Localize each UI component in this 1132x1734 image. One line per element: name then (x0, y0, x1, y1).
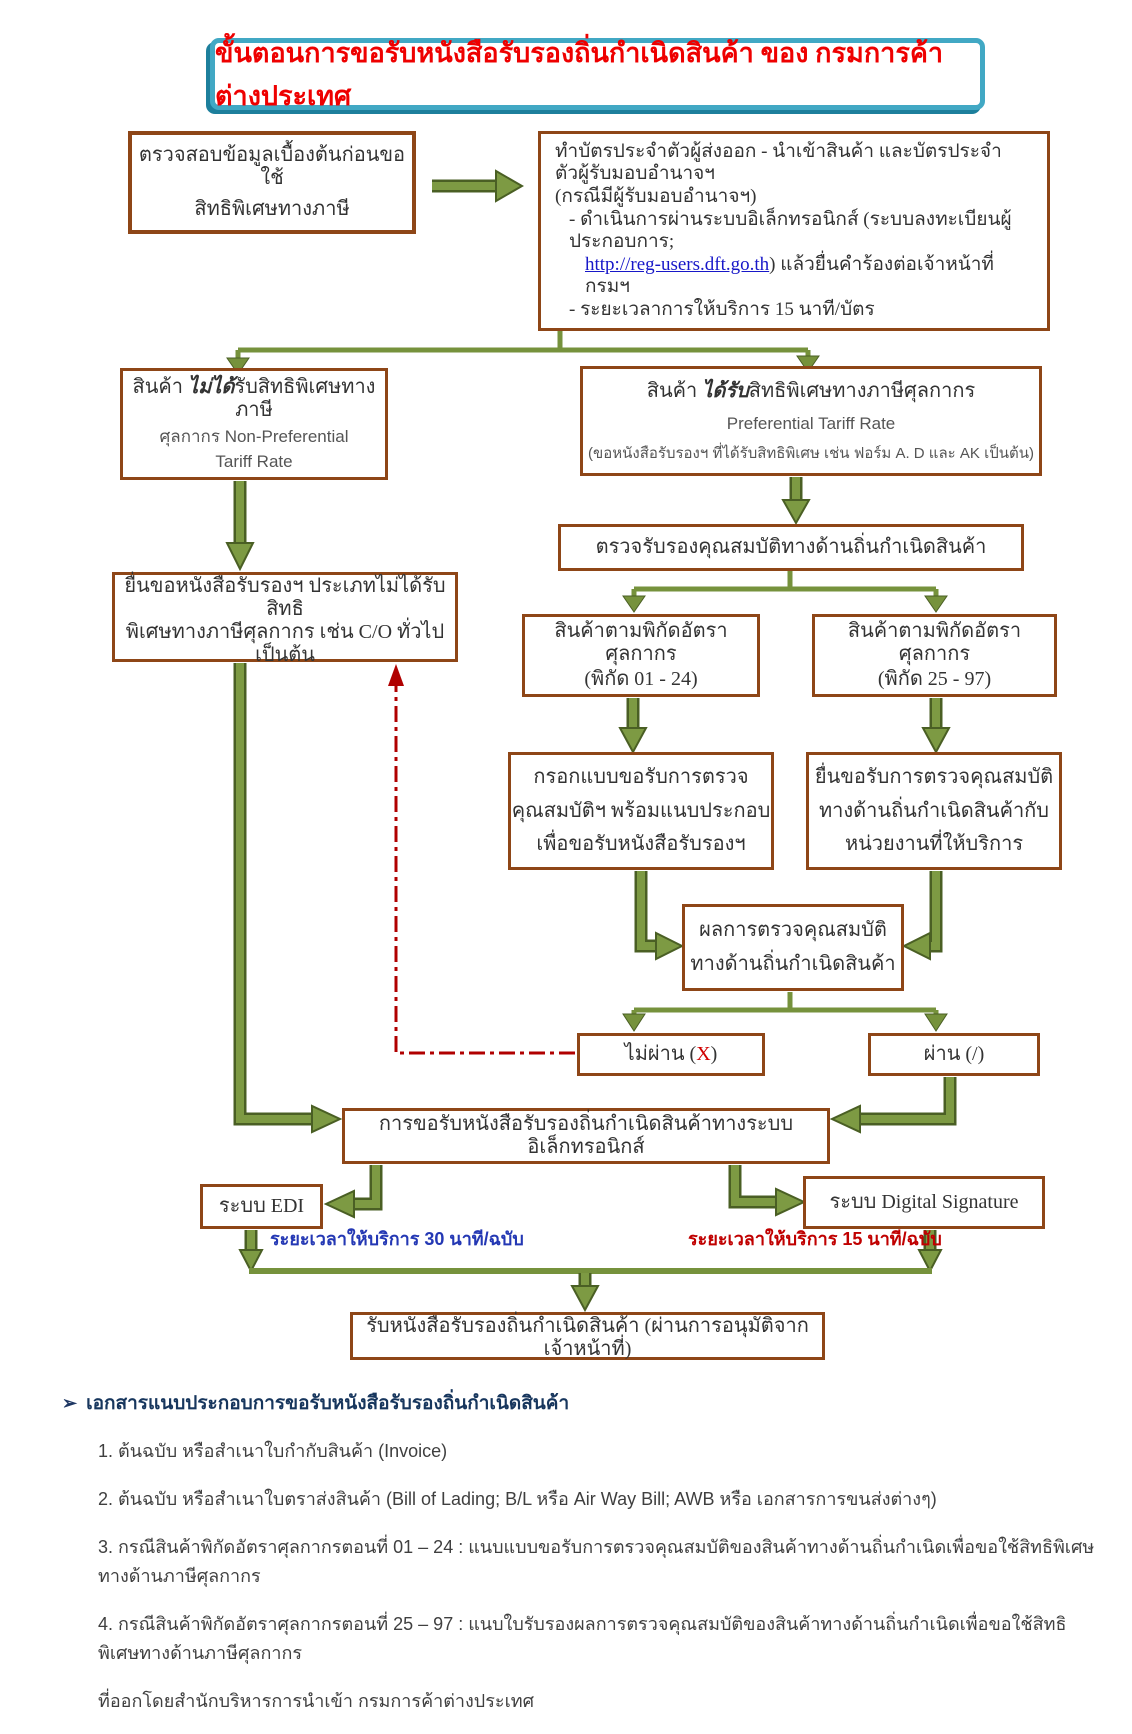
arrow-submitco-to-erequest (240, 663, 340, 1132)
fail-x-mark: X (696, 1043, 711, 1065)
box-digital-signature (803, 1176, 1045, 1229)
make-card-line4 (585, 254, 1033, 298)
arrow-tariff2597-down (923, 698, 949, 752)
fail-pre: ไม่ผ่าน ( (624, 1043, 697, 1065)
box-tariff-01-24 (522, 614, 760, 697)
attachment-item: 4. กรณีสินค้าพิกัดอัตราศุลกากรตอนที่ 25 – 97 : แนบใบรับรองผลการตรวจคุณสมบัติของสินค้าทางด้านถิ่นกำเนิดเพื่อขอใช้สิทธิพิเศษทางด้านภาษีศุลกากร (98, 1614, 1067, 1663)
fill-form-line3: เพื่อขอรับหนังสือรับรองฯ (536, 833, 746, 856)
nonpref-line1-em: ไม่ได้ (188, 376, 235, 399)
make-card-line1: ทำบัตรประจำตัวผู้ส่งออก - นำเข้าสินค้า และบัตรประจำตัวผู้รับมอบอำนาจฯ (555, 141, 1002, 185)
verify-origin-line1: ตรวจรับรองคุณสมบัติทางด้านถิ่นกำเนิดสินค้า (595, 536, 987, 558)
box-e-request (342, 1108, 830, 1164)
arrow-pass-to-erequest (832, 1077, 950, 1132)
submit-check-line2: ทางด้านถิ่นกำเนิดสินค้ากับ (819, 799, 1049, 822)
pref-line1-em: ได้รับ (702, 380, 749, 403)
box-pass (868, 1033, 1040, 1076)
submit-check-line1: ยื่นขอรับการตรวจคุณสมบัติ (814, 765, 1054, 788)
box-check-info-line1: ตรวจสอบข้อมูลเบื้องต้นก่อนขอใช้ (138, 143, 406, 189)
box-result (682, 904, 904, 991)
arrow-bullet-icon: ➢ (62, 1393, 78, 1413)
nonpref-line1-pre: สินค้า (132, 376, 189, 399)
box-fail (577, 1033, 765, 1076)
submit-co-line1: ยื่นขอหนังสือรับรองฯ ประเภทไม่ได้รับสิทธิ (124, 575, 446, 620)
pref-line1-post: สิทธิพิเศษทางภาษีศุลกากร (748, 380, 976, 403)
pref-line3: (ขอหนังสือรับรองฯ ที่ได้รับสิทธิพิเศษ เช่น ฟอร์ม A. D และ AK เป็นต้น) (588, 444, 1034, 462)
arrow-nonpref-down (227, 481, 253, 569)
fill-form-line1: กรอกแบบขอรับการตรวจ (533, 765, 749, 788)
e-request-line1: การขอรับหนังสือรับรองถิ่นกำเนิดสินค้าทางระบบอิเล็กทรอนิกส์ (378, 1113, 794, 1158)
arrow-submitcheck-to-result (904, 871, 936, 959)
nonpref-line1-post: รับสิทธิพิเศษทางภาษี (234, 376, 376, 422)
arrow-pref-down (783, 477, 809, 523)
box-verify-origin (558, 524, 1024, 571)
tariff0124-line2: (พิกัด 01 - 24) (584, 668, 698, 691)
attachment-item: 3. กรณีสินค้าพิกัดอัตราศุลกากรตอนที่ 01 – 24 : แนบแบบขอรับการตรวจคุณสมบัติของสินค้าทางด้านถิ่นกำเนิดเพื่อขอใช้สิทธิพิเศษทางด้านภาษีศุลกากร (98, 1537, 1095, 1586)
fail-post: ) (710, 1043, 718, 1065)
attachments-header: เอกสารแนบประกอบการขอรับหนังสือรับรองถิ่นกำเนิดสินค้า (86, 1393, 570, 1414)
fail-label (625, 1043, 718, 1066)
connector-verify-split (623, 571, 947, 612)
pass-label: ผ่าน (/) (923, 1043, 985, 1065)
box-non-preferential (120, 368, 388, 480)
ds-service-time: ระยะเวลาให้บริการ 15 นาที/ฉบับ (688, 1229, 942, 1249)
pref-line1-pre: สินค้า (646, 380, 703, 403)
edi-label: ระบบ EDI (218, 1195, 305, 1217)
attachments-header-row (62, 1388, 1107, 1418)
result-line2: ทางด้านถิ่นกำเนิดสินค้า (690, 953, 896, 976)
arrow-erequest-to-ds (735, 1165, 804, 1215)
nonpref-line3: Tariff Rate (215, 452, 293, 472)
box-fill-form (508, 752, 774, 870)
make-card-line2: (กรณีมีผู้รับมอบอำนาจฯ) (555, 186, 757, 208)
arrow-check-to-card (432, 171, 522, 201)
submit-co-line2: พิเศษทางภาษีศุลกากร เช่น C/O ทั่วไป เป็นต้น (125, 621, 445, 666)
arrow-erequest-to-edi (326, 1165, 376, 1217)
arrow-join-to-receive (572, 1273, 598, 1310)
pref-line2: Preferential Tariff Rate (726, 414, 896, 434)
result-line1: ผลการตรวจคุณสมบัติ (699, 918, 887, 941)
arrow-tariff0124-down (620, 698, 646, 752)
box-submit-co (112, 572, 458, 666)
page-title-box (210, 38, 985, 110)
make-card-line5: - ระยะเวลาการให้บริการ 15 นาที/บัตร (569, 298, 875, 320)
attachment-item: 2. ต้นฉบับ หรือสำเนาใบตราส่งสินค้า (Bill of Lading; B/L หรือ Air Way Bill; AWB หรือ เอกสารการขนส่งต่างๆ) (98, 1489, 937, 1509)
nonpref-line1 (123, 376, 385, 422)
box-tariff-25-97 (812, 614, 1057, 697)
box-make-card (538, 131, 1050, 331)
box-edi (200, 1184, 323, 1229)
tariff2597-line2: (พิกัด 25 - 97) (877, 668, 992, 691)
digital-signature-label: ระบบ Digital Signature (829, 1191, 1019, 1213)
submit-check-line3: หน่วยงานที่ให้บริการ (844, 833, 1024, 856)
tariff0124-line1: สินค้าตามพิกัดอัตราศุลกากร (554, 619, 728, 665)
box-check-info (128, 131, 416, 234)
attachment-item-continuation: ที่ออกโดยสำนักบริหารการนำเข้า กรมการค้าต่างประเทศ (98, 1691, 535, 1711)
page-title: ขั้นตอนการขอรับหนังสือรับรองถิ่นกำเนิดสินค้า ของ กรมการค้าต่างประเทศ (215, 38, 944, 111)
box-submit-check (806, 752, 1062, 870)
make-card-line4-rest: ) แล้วยื่นคำร้องต่อเจ้าหน้าที่กรมฯ (585, 254, 994, 297)
receive-line1: รับหนังสือรับรองถิ่นกำเนิดสินค้า (ผ่านการอนุมัติจากเจ้าหน้าที่) (366, 1315, 809, 1360)
box-preferential (580, 366, 1042, 476)
box-receive (350, 1312, 825, 1360)
box-check-info-line2: สิทธิพิเศษทางภาษี (194, 198, 350, 221)
nonpref-line2: ศุลกากร Non-Preferential (159, 427, 349, 447)
arrow-edi-down (240, 1230, 262, 1271)
fill-form-line2: คุณสมบัติฯ พร้อมแนบประกอบ (511, 799, 771, 822)
arrow-fillform-to-result (641, 871, 682, 959)
attachment-item: 1. ต้นฉบับ หรือสำเนาใบกำกับสินค้า (Invoice) (98, 1441, 448, 1461)
attachments-section (62, 1388, 1107, 1734)
connector-result-split (623, 992, 947, 1031)
tariff2597-line1: สินค้าตามพิกัดอัตราศุลกากร (847, 619, 1022, 665)
pref-line1 (647, 380, 975, 403)
registration-link[interactable]: http://reg-users.dft.go.th (585, 254, 770, 276)
make-card-line3: - ดำเนินการผ่านระบบอิเล็กทรอนิกส์ (ระบบลงทะเบียนผู้ประกอบการ; (569, 209, 1012, 252)
edi-service-time: ระยะเวลาให้บริการ 30 นาที/ฉบับ (270, 1229, 524, 1249)
